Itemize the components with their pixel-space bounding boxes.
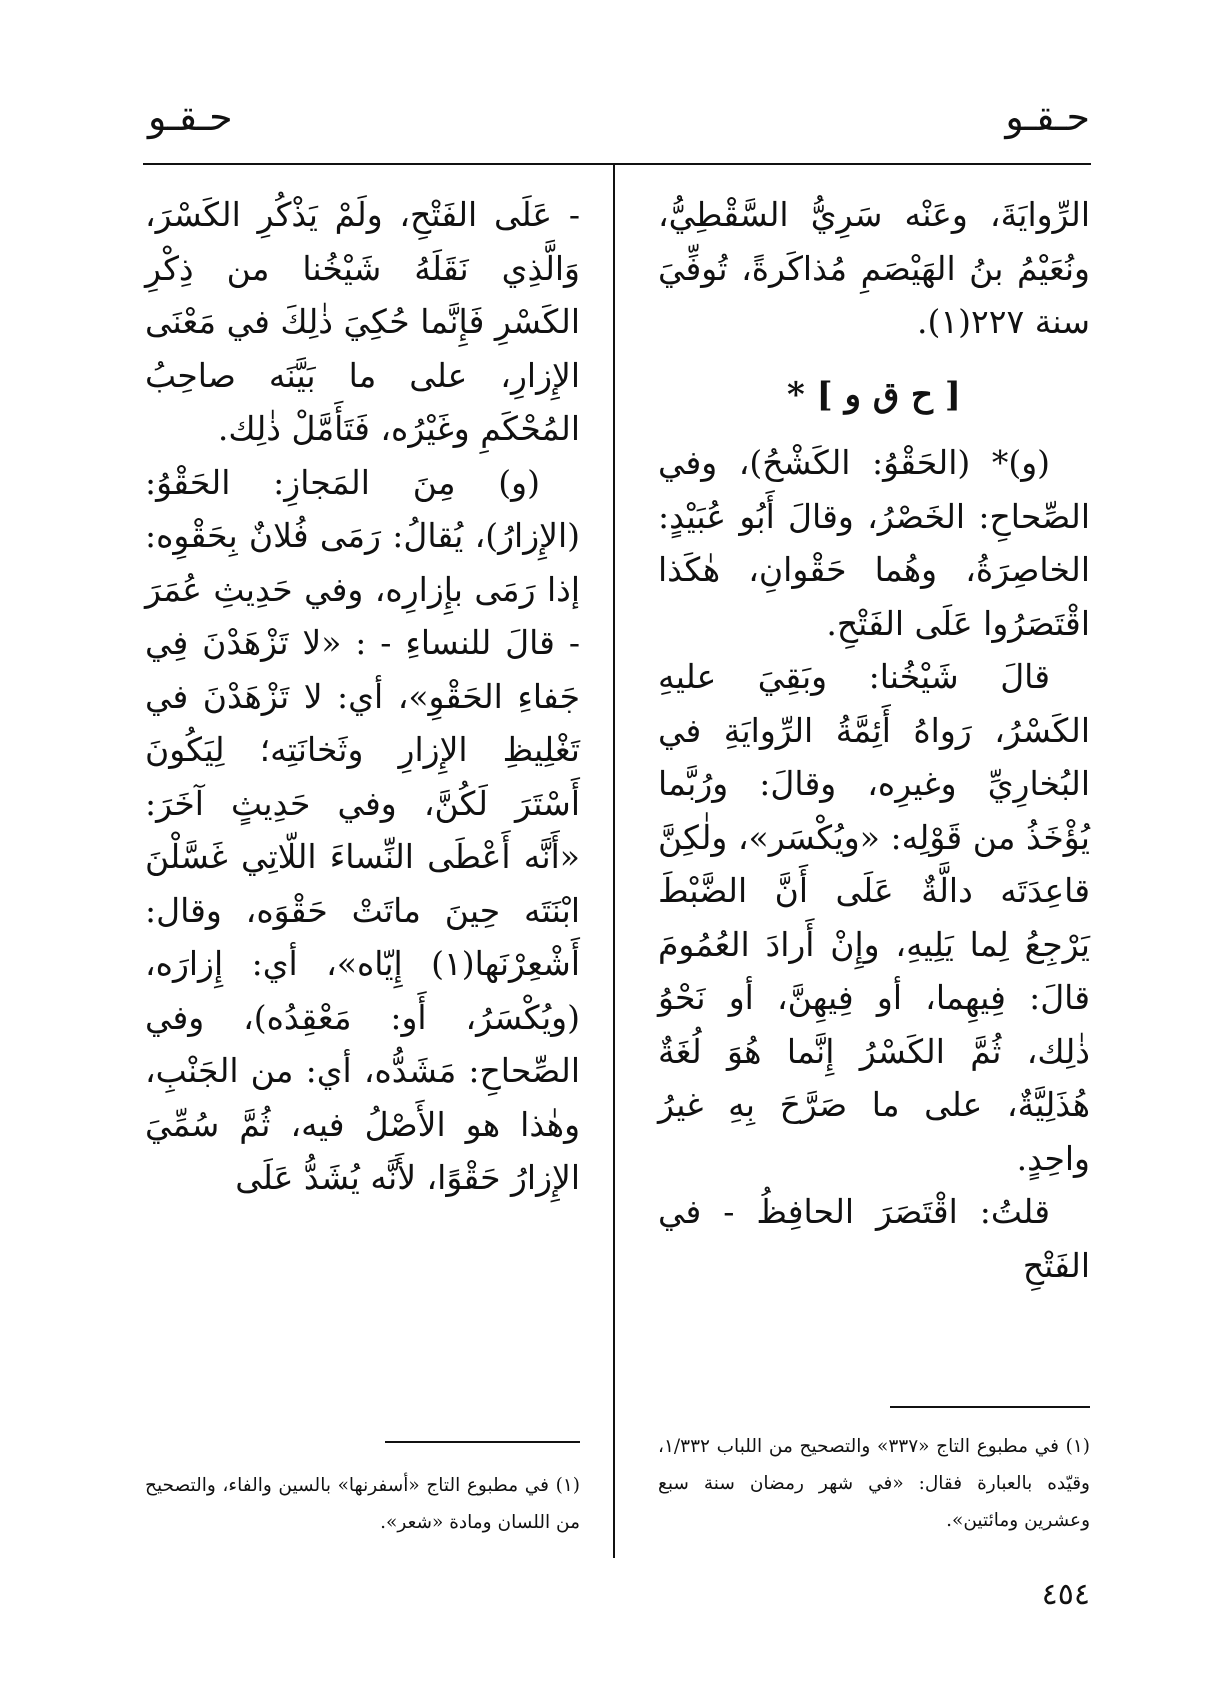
footnote-left — [145, 1467, 580, 1541]
header-rule — [143, 163, 1091, 165]
left-column — [145, 188, 580, 1205]
footnote-right-text: (١) في مطبوع التاج «٣٣٧» والتصحيح من اللباب ١/٣٣٢، وقيّده بالعبارة فقال: «في شهر رمضان سنة سبع وعشرين ومائتين». — [658, 1436, 1090, 1531]
right-paragraph-4: قلتُ: اقْتَصَرَ الحافِظُ - في الفَتْحِ — [658, 1192, 1090, 1285]
left-paragraph-1: - عَلَى الفَتْحِ، ولَمْ يَذْكُرِ الكَسْرَ، وَالَّذِي نَقَلَهُ شَيْخُنا من ذِكْرِ الكَسْرِ فَإِنَّما حُكِيَ ذٰلِكَ في مَعْنَى الإِزارِ، على ما بَيَّنَه صاحِبُ المُحْكَمِ وغَيْرُه، فَتَأَمَّلْ ذٰلِك. — [145, 195, 580, 448]
footnote-left-text: (١) في مطبوع التاج «أسفرنها» بالسين والفاء، والتصحيح من اللسان ومادة «شعر». — [145, 1475, 580, 1533]
right-paragraph-2: (و)* (الحَقْوُ: الكَشْحُ)، وفي الصِّحاحِ: الخَصْرُ، وقالَ أَبُو عُبَيْدٍ: الخاصِرَةُ، وهُما حَقْوانِ، هٰكَذا اقْتَصَرُوا عَلَى الفَتْحِ. — [658, 443, 1090, 643]
footnote-right — [658, 1428, 1090, 1539]
running-header-right: حـقـو — [1005, 95, 1090, 139]
footnote-rule-right — [890, 1406, 1090, 1408]
left-paragraph-2: (و) مِنَ المَجازِ: الحَقْوُ: (الإِزارُ)، يُقالُ: رَمَى فُلانٌ بِحَقْوِه: إذا رَمَى بإِزارِه، وفي حَدِيثِ عُمَرَ - قالَ للنساءِ - : «لا تَزْهَدْنَ فِي جَفاءِ الحَقْوِ»، أي: لا تَزْهَدْنَ في تَغْلِيظِ الإِزارِ وثَخانَتِه؛ لِيَكُونَ أَسْتَرَ لَكُنَّ، وفي حَدِيثٍ آخَرَ: «أَنَّه أَعْطَى النِّساءَ اللّاتِي غَسَّلْنَ ابْنَتَه حِينَ ماتَتْ حَقْوَه، وقال: أَشْعِرْنَها(١) إِيّاه»، أي: إِزارَه، (ويُكْسَرُ، أَو: مَعْقِدُه)، وفي الصِّحاحِ: مَشَدُّه، أي: من الجَنْبِ، وهٰذا هو الأَصْلُ فيه، ثُمَّ سُمِّيَ الإِزارُ حَقْوًا، لأَنَّه يُشَدُّ عَلَى — [145, 462, 580, 1197]
right-paragraph-1: الرِّوايَةَ، وعَنْه سَرِيُّ السَّقْطِيُّ، ونُعَيْمُ بنُ الهَيْصَمِ مُذاكَرةً، تُوفِّيَ سنة ٢٢٧(١). — [658, 195, 1090, 341]
running-header-left: حـقـو — [148, 95, 233, 139]
column-divider — [613, 163, 615, 1558]
footnote-rule-left — [385, 1441, 580, 1443]
right-paragraph-3: قالَ شَيْخُنا: وبَقِيَ عليهِ الكَسْرُ، رَواهُ أَئِمَّةُ الرِّوايَةِ في البُخارِيِّ وغيرِه، وقالَ: ورُبَّما يُؤْخَذُ من قَوْلِه: «ويُكْسَر»، ولٰكِنَّ قاعِدَتَه دالَّةٌ عَلَى أَنَّ الضَّبْطَ يَرْجِعُ لِما يَلِيهِ، وإِنْ أَرادَ العُمُومَ قالَ: فِيهِما، أو فِيهِنَّ، أو نَحْوُ ذٰلِك، ثُمَّ الكَسْرُ إِنَّما هُوَ لُغَةٌ هُذَلِيَّةٌ، على ما صَرَّحَ بِهِ غيرُ واحِدٍ. — [658, 657, 1090, 1178]
page-number: ٤٥٤ — [1041, 1577, 1090, 1612]
right-column — [658, 188, 1090, 1292]
entry-heading: [ ح ق و ] * — [787, 374, 961, 415]
